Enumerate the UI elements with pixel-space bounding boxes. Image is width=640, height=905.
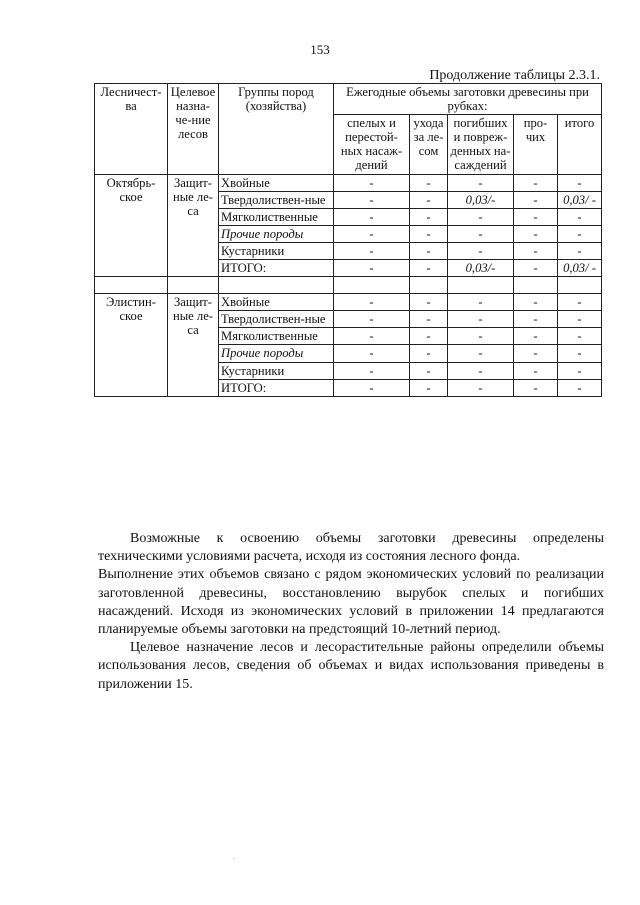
value-cell: - <box>558 362 602 379</box>
value-cell: - <box>410 225 448 242</box>
value-cell: - <box>448 311 514 328</box>
value-cell: - <box>514 260 558 277</box>
page-number: 153 <box>310 42 330 57</box>
value-cell: - <box>448 242 514 259</box>
value-cell: - <box>334 174 410 191</box>
header-forestry: Лесничест-ва <box>95 84 168 175</box>
value-cell: - <box>410 328 448 345</box>
value-cell: - <box>514 294 558 311</box>
value-cell: - <box>448 362 514 379</box>
spacer-cell <box>168 277 219 294</box>
purpose-cell: Защит-ные ле-са <box>168 174 219 277</box>
species-group-cell: Прочие породы <box>219 345 334 362</box>
header-purpose: Целевое назна-че-ние лесов <box>168 84 219 175</box>
species-group-cell: Хвойные <box>219 294 334 311</box>
value-cell: - <box>558 294 602 311</box>
value-cell: - <box>334 242 410 259</box>
paragraph: Выполнение этих объемов связано с рядом экономических условий по реализации заготовленной древесины, восстановлению вырубок спелых и погибших насаждений. Исходя из экономических условий в приложении 14 предлагаются планируемые объемы заготовки на предстоящий 10-летний период. <box>98 567 604 637</box>
value-cell: - <box>410 174 448 191</box>
value-cell: - <box>514 208 558 225</box>
value-cell: - <box>514 225 558 242</box>
value-cell: - <box>514 379 558 396</box>
header-care: ухода за ле-сом <box>410 115 448 174</box>
species-group-cell: ИТОГО: <box>219 260 334 277</box>
value-cell: - <box>334 208 410 225</box>
spacer-row <box>95 277 602 294</box>
value-cell: - <box>448 208 514 225</box>
value-cell: - <box>410 208 448 225</box>
value-cell: - <box>514 345 558 362</box>
table-row <box>95 294 602 311</box>
spacer-cell <box>448 277 514 294</box>
spacer-cell <box>410 277 448 294</box>
species-group-cell: Мягколиственные <box>219 328 334 345</box>
value-cell: - <box>334 362 410 379</box>
value-cell: - <box>410 191 448 208</box>
paragraph: Целевое назначение лесов и лесорастительные районы определили объемы использования лесов, сведения об объемах и видах использования приведены в приложении 15. <box>98 640 604 692</box>
value-cell: - <box>558 311 602 328</box>
value-cell: 0,03/ - <box>558 191 602 208</box>
value-cell: - <box>334 260 410 277</box>
spacer-cell <box>334 277 410 294</box>
species-group-cell: Мягколиственные <box>219 208 334 225</box>
value-cell: - <box>514 174 558 191</box>
species-group-cell: Твердолиствен-ные <box>219 311 334 328</box>
value-cell: - <box>410 379 448 396</box>
value-cell: - <box>410 362 448 379</box>
value-cell: - <box>514 311 558 328</box>
value-cell: - <box>558 328 602 345</box>
header-dead: погибших и повреж-денных на-саждений <box>448 115 514 174</box>
scan-speck: . <box>233 852 235 861</box>
value-cell: - <box>410 294 448 311</box>
species-group-cell: Хвойные <box>219 174 334 191</box>
value-cell: - <box>514 242 558 259</box>
forestry-cell: Элистин-ское <box>95 294 168 397</box>
value-cell: 0,03/- <box>448 260 514 277</box>
value-cell: - <box>558 174 602 191</box>
value-cell: - <box>334 379 410 396</box>
value-cell: - <box>558 225 602 242</box>
spacer-cell <box>95 277 168 294</box>
value-cell: - <box>514 191 558 208</box>
header-volumes: Ежегодные объемы заготовки древесины при рубках: <box>334 84 602 115</box>
value-cell: - <box>448 174 514 191</box>
harvest-table <box>94 83 602 397</box>
value-cell: - <box>334 225 410 242</box>
value-cell: - <box>448 345 514 362</box>
spacer-cell <box>514 277 558 294</box>
species-group-cell: ИТОГО: <box>219 379 334 396</box>
species-group-cell: Прочие породы <box>219 225 334 242</box>
value-cell: - <box>410 260 448 277</box>
value-cell: - <box>514 328 558 345</box>
value-cell: - <box>334 345 410 362</box>
value-cell: - <box>334 328 410 345</box>
value-cell: - <box>334 294 410 311</box>
value-cell: 0,03/ - <box>558 260 602 277</box>
value-cell: 0,03/- <box>448 191 514 208</box>
value-cell: - <box>558 242 602 259</box>
table-row <box>95 174 602 191</box>
spacer-cell <box>219 277 334 294</box>
species-group-cell: Кустарники <box>219 242 334 259</box>
header-other: про-чих <box>514 115 558 174</box>
value-cell: - <box>514 362 558 379</box>
forestry-cell: Октябрь-ское <box>95 174 168 277</box>
value-cell: - <box>558 345 602 362</box>
paragraph: Возможные к освоению объемы заготовки древесины определены техническими условиями расчета, исходя из состояния лесного фонда. <box>98 531 604 565</box>
value-cell: - <box>334 311 410 328</box>
spacer-cell <box>558 277 602 294</box>
header-mature: спелых и перестой-ных насаж-дений <box>334 115 410 174</box>
table-body <box>95 174 602 396</box>
value-cell: - <box>448 294 514 311</box>
value-cell: - <box>448 225 514 242</box>
species-group-cell: Кустарники <box>219 362 334 379</box>
table-caption: Продолжение таблицы 2.3.1. <box>429 68 600 83</box>
purpose-cell: Защит-ные ле-са <box>168 294 219 397</box>
value-cell: - <box>558 379 602 396</box>
value-cell: - <box>410 311 448 328</box>
species-group-cell: Твердолиствен-ные <box>219 191 334 208</box>
value-cell: - <box>448 379 514 396</box>
value-cell: - <box>334 191 410 208</box>
body-text <box>98 530 604 694</box>
header-total: итого <box>558 115 602 174</box>
value-cell: - <box>410 345 448 362</box>
value-cell: - <box>410 242 448 259</box>
value-cell: - <box>558 208 602 225</box>
value-cell: - <box>448 328 514 345</box>
header-groups: Группы пород (хозяйства) <box>219 84 334 175</box>
